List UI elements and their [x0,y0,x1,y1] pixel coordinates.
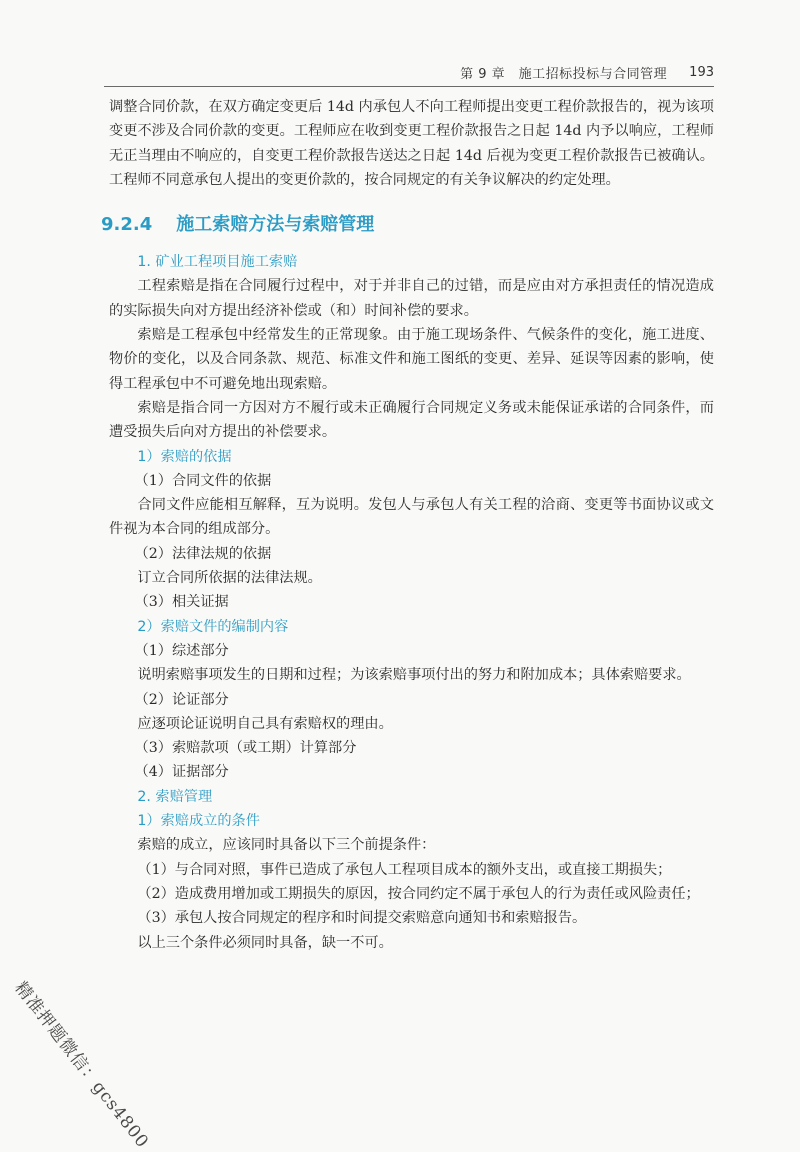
watermark: 精准押题微信：gcs4800 [10,978,153,1152]
paragraph: 索赔是工程承包中经常发生的正常现象。由于施工现场条件、气候条件的变化，施工进度、物价的变化，以及合同条款、规范、标准文件和施工图纸的变更、差异、延误等因素的影响，使得工程承包中不可避免地出现索赔。 [109,327,714,392]
paragraph: 合同文件应能相互解释，互为说明。发包人与承包人有关工程的洽商、变更等书面协议或文件视为本合同的组成部分。 [109,497,714,538]
section-title: 施工索赔方法与索赔管理 [176,214,375,236]
list-item: （1）合同文件的依据 [134,472,272,489]
subheading: 2）索赔文件的编制内容 [137,618,289,635]
paragraph: （3）承包人按合同规定的程序和时间提交索赔意向通知书和索赔报告。 [137,910,587,927]
subheading: 1）索赔的依据 [137,448,232,465]
list-item: （3）索赔款项（或工期）计算部分 [134,740,357,757]
paragraph: 说明索赔事项发生的日期和过程；为该索赔事项付出的努力和附加成本；具体索赔要求。 [137,667,691,684]
list-item: （4）证据部分 [134,764,229,781]
paragraph: 索赔的成立，应该同时具备以下三个前提条件： [137,837,436,854]
paragraph: 应逐项论证说明自己具有索赔权的理由。 [137,715,393,732]
paragraph: 索赔是指合同一方因对方不履行或未正确履行合同规定义务或未能保证承诺的合同条件，而遭受损失后向对方提出的补偿要求。 [109,399,714,441]
chapter-title: 第 9 章 施工招标投标与合同管理 [460,66,668,82]
subheading: 1）索赔成立的条件 [137,813,260,830]
list-item: （1）综述部分 [134,642,229,659]
page-body [101,95,714,955]
list-item: （2）论证部分 [134,691,229,708]
paragraph: （2）造成费用增加或工期损失的原因，按合同约定不属于承包人的行为责任或风险责任； [137,885,700,902]
page-number: 193 [689,64,714,80]
list-item: （3）相关证据 [134,594,229,611]
running-header [104,58,714,87]
paragraph: （1）与合同对照，事件已造成了承包人工程项目成本的额外支出，或直接工期损失； [137,861,672,878]
subheading: 1. 矿业工程项目施工索赔 [137,254,298,271]
list-item: （2）法律法规的依据 [134,545,272,562]
paragraph: 订立合同所依据的法律法规。 [137,570,322,587]
paragraph: 以上三个条件必须同时具备，缺一不可。 [137,934,393,951]
paragraph: 调整合同价款，在双方确定变更后 14d 内承包人不向工程师提出变更工程价款报告的，视为该项变更不涉及合同价款的变更。工程师应在收到变更工程价款报告之日起 14d 内予以响应，工程师无正当理由不响应的，自变更工程价款报告送达之日起 14d 后视为变更工程价款报告已被确认。工程师不同意承包人提出的变更价款的，按合同规定的有关争议解决的约定处理。 [109,99,714,188]
section-heading [101,212,714,238]
paragraph: 工程索赔是指在合同履行过程中，对于并非自己的过错，而是应由对方承担责任的情况造成的实际损失向对方提出经济补偿或（和）时间补偿的要求。 [109,278,714,319]
subheading: 2. 索赔管理 [137,788,213,805]
section-number: 9.2.4 [101,214,153,236]
